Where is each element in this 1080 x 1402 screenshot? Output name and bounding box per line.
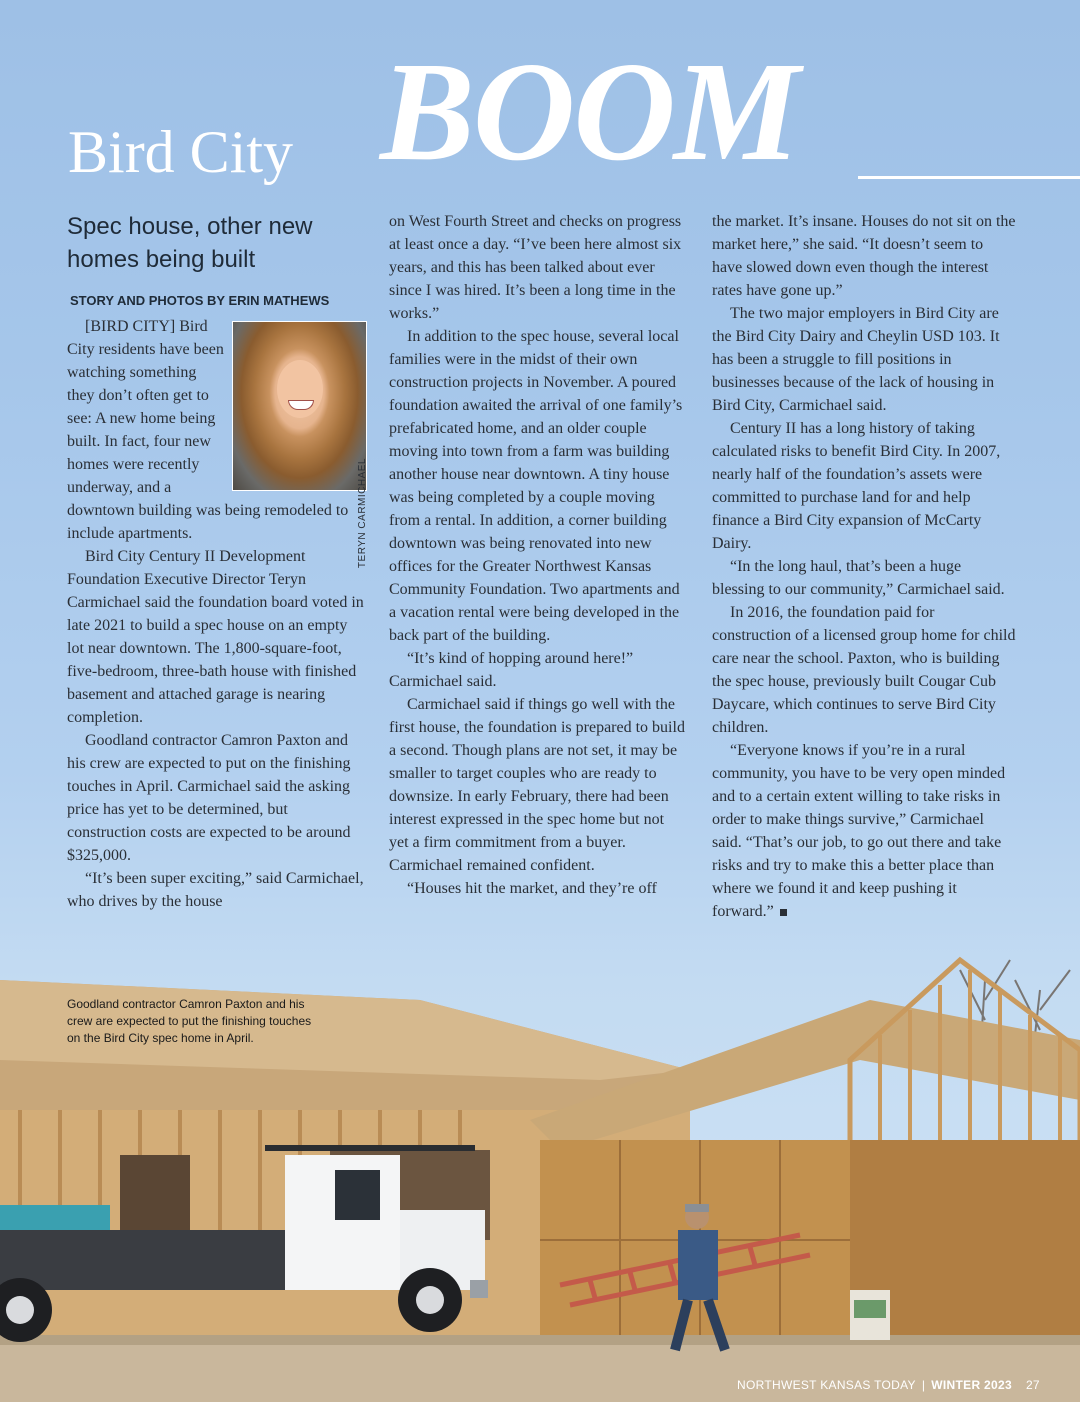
page-footer <box>737 1378 1040 1392</box>
truck-hub-rear <box>6 1296 34 1324</box>
portrait-credit: TERYN CARMICHAEL <box>357 458 368 569</box>
paragraph: “Houses hit the market, and they’re off <box>407 880 657 897</box>
paragraph-final-text: “Everyone knows if you’re in a rural community, you have to be very open minded and to a certain extent willing to take risks in order to make things survive,” Carmichael said. “That’s our job, to go out there and take risks and try to make this a better place than where we found it and keep pushing it forward.” <box>712 742 1006 920</box>
ground <box>0 1340 1080 1402</box>
portrait-photo <box>232 321 367 491</box>
paragraph: [BIRD CITY] Bird City residents have been watching something they don’t often get to see: A new home being built. In fact, four new homes were recently underway, and a downtown building was being remodeled to include apartments. <box>67 318 349 542</box>
paragraph: Bird City Century II Development Foundation Executive Director Teryn Carmichael said the foundation board voted in late 2021 to build a spec house on an empty lot near downtown. The 1,800-square-foot, five-bedroom, three-bath house with finished basement and attached garage is nearing completion. <box>67 548 364 726</box>
paragraph: “In the long haul, that’s been a huge blessing to our community,” Carmichael said. <box>712 558 1005 598</box>
end-mark-icon <box>780 909 787 916</box>
ground-shadow <box>0 1335 1080 1345</box>
title-rule <box>858 176 1080 179</box>
worker-cap <box>685 1204 709 1212</box>
page-number: 27 <box>1025 1378 1040 1392</box>
title-bird-city: Bird City <box>68 119 294 185</box>
paragraph: the market. It’s insane. Houses do not sit on the market here,” she said. “It doesn’t seem to have slowed down even though the interest rates have gone up.” <box>712 213 1016 299</box>
paragraph: “It’s been super exciting,” said Carmichael, who drives by the house <box>67 870 364 910</box>
paragraph: In 2016, the foundation paid for construction of a licensed group home for child care near the school. Paxton, who is building the spec house, previously built Cougar Cub Daycare, which continues to serve Bird City children. <box>712 604 1016 736</box>
paragraph: Carmichael said if things go well with the first house, the foundation is prepared to build a second. Though plans are not set, it may be smaller to target couples who are ready to downsize. In early February, there had been interest expressed in the spec home but not yet a firm commitment from a buyer. Carmichael remained confident. <box>389 696 685 874</box>
footer-publication: NORTHWEST KANSAS TODAY <box>737 1378 916 1392</box>
site-sign-image <box>854 1300 886 1318</box>
paragraph: Goodland contractor Camron Paxton and his crew are expected to put on the finishing touches in April. Carmichael said the asking price has yet to be determined, but construction costs are expected to be around $325,000. <box>67 732 351 864</box>
paragraph: Century II has a long history of taking calculated risks to benefit Bird City. In 2007, nearly half of the foundation’s assets were committed to purchase land for and help finance a Bird City expansion of McCarty Dairy. <box>712 420 1001 552</box>
truck-bumper <box>470 1280 488 1298</box>
truck-rack <box>265 1145 475 1151</box>
truck-cargo <box>0 1205 110 1230</box>
truck-hub-front <box>416 1286 444 1314</box>
footer-separator: | <box>921 1378 926 1392</box>
paragraph-final <box>712 739 1017 923</box>
article-column-3 <box>712 210 1017 923</box>
paragraph: In addition to the spec house, several local families were in the midst of their own construction projects in November. A poured foundation awaited the arrival of one family’s prefabricated home, and an older couple moving into town from a farm was building another house near downtown. A tiny house was being completed by a couple moving from a rental. In addition, a corner building downtown was being renovated into new offices for the Greater Northwest Kansas Community Foundation. Two apartments and a vacation rental were being developed in the back part of the building. <box>389 328 683 644</box>
paragraph: on West Fourth Street and checks on progress at least once a day. “I’ve been here almost six years, and this has been talked about ever since I was hired. It’s been a long time in the works.” <box>389 213 682 322</box>
paragraph: “It’s kind of hopping around here!” Carmichael said. <box>389 650 634 690</box>
truck-window <box>335 1170 380 1220</box>
photo-caption: Goodland contractor Camron Paxton and his crew are expected to put the finishing touches on the Bird City spec home in April. <box>67 997 312 1045</box>
worker-body <box>678 1230 718 1300</box>
truck-flatbed <box>0 1230 310 1290</box>
article-column-1 <box>67 315 367 913</box>
title-boom: BOOM <box>380 32 799 190</box>
paragraph: The two major employers in Bird City are the Bird City Dairy and Cheylin USD 103. It has been a struggle to fill positions in businesses because of the lack of housing in Bird City, Carmichael said. <box>712 305 1000 414</box>
footer-issue: WINTER 2023 <box>931 1378 1012 1392</box>
subheadline: Spec house, other new homes being built <box>67 213 313 273</box>
article-column-2 <box>389 210 685 900</box>
byline: STORY AND PHOTOS BY ERIN MATHEWS <box>70 293 330 308</box>
